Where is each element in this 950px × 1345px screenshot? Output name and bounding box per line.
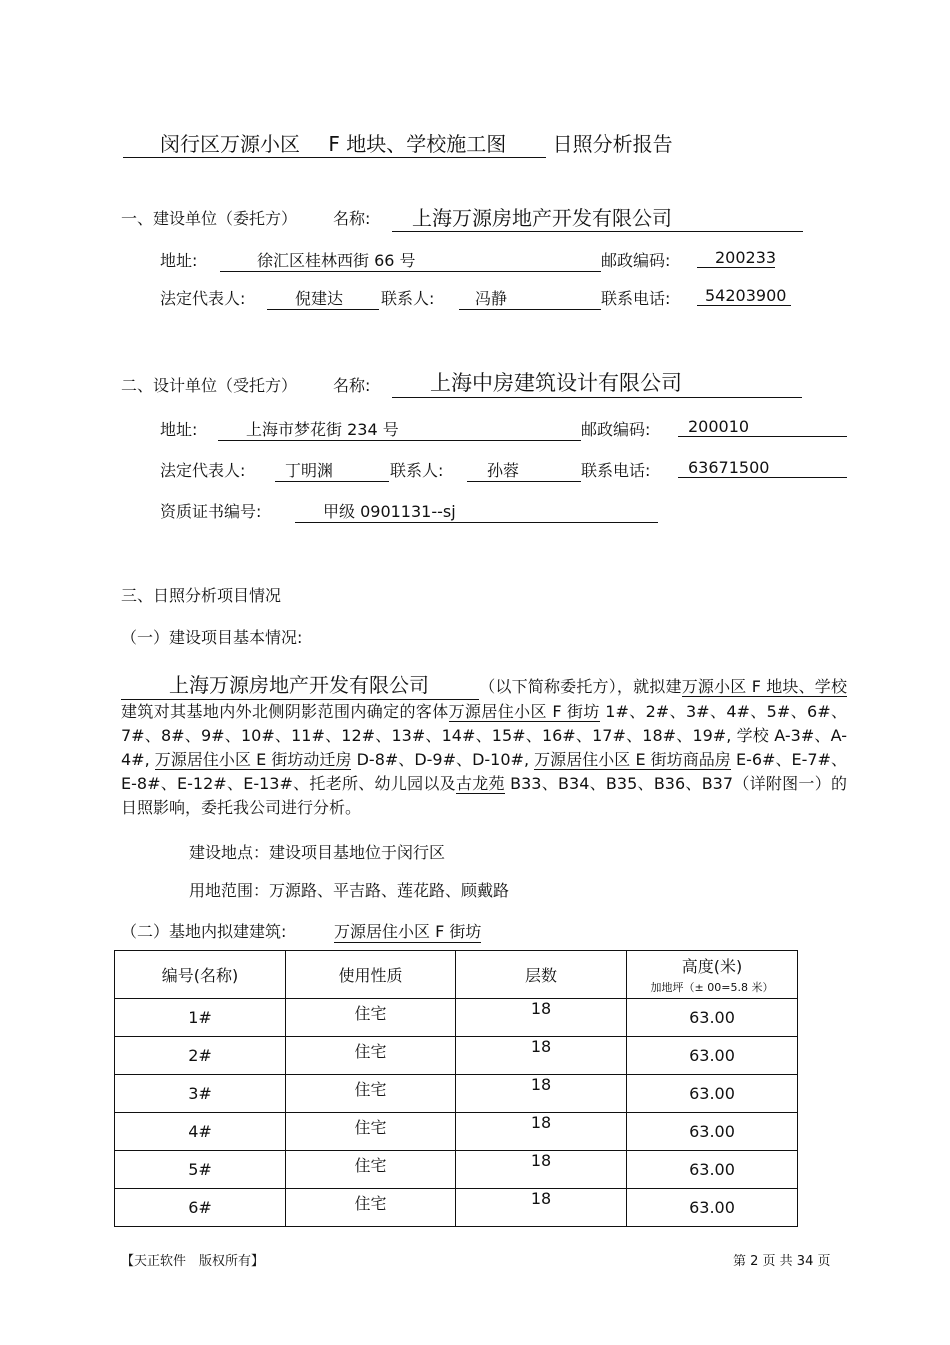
section2-heading: 二、设计单位（受托方）: [121, 376, 298, 395]
section3-sub2-value: 万源居住小区 F 街坊: [334, 919, 481, 943]
cell-type: 住宅: [354, 1194, 387, 1213]
project-text-3: 1#、2#、3#、4#、5#、6#、7#、8#、9#、10#、11#、12#、13#、14#、15#、16#、17#、18#、19#, 学校 A-3#、A-4#,: [121, 702, 847, 769]
designer-legal-rep-value: 丁明渊: [275, 458, 389, 482]
cell-type: 住宅: [354, 1118, 387, 1137]
section3-sub1: （一）建设项目基本情况:: [121, 628, 303, 647]
cell-id: 4#: [188, 1122, 212, 1141]
footer-page-number: 第 2 页 共 34 页: [733, 1254, 831, 1269]
cell-floors: 18: [530, 1113, 552, 1132]
header-height-label: 高度(米): [681, 957, 743, 976]
footer-copyright: 【天正软件 版权所有】: [121, 1254, 265, 1269]
project-location: 建设地点：建设项目基地位于闵行区: [189, 843, 446, 862]
project-text-4: D-8#、D-9#、D-10#,: [351, 750, 535, 769]
project-underline-2: 万源居住小区 F 街坊: [448, 702, 600, 721]
project-underline-1: 万源小区 F 地块、学校: [681, 677, 847, 696]
cell-id: 1#: [188, 1008, 212, 1027]
header-type: 使用性质: [286, 951, 456, 999]
cell-height: 63.00: [689, 1198, 735, 1217]
project-underline-3: 万源居住小区 E 街坊动迁房: [154, 750, 352, 769]
client-contact-label: 联系人:: [381, 289, 435, 308]
designer-legal-rep-label: 法定代表人:: [160, 461, 246, 480]
designer-postcode-label: 邮政编码:: [581, 420, 651, 439]
cell-floors: 18: [530, 1037, 552, 1056]
header-id: 编号(名称): [115, 951, 286, 999]
cell-id: 5#: [188, 1160, 212, 1179]
client-postcode-value: 200233: [697, 248, 775, 268]
client-phone-label: 联系电话:: [601, 289, 671, 308]
client-address-label: 地址:: [160, 251, 198, 270]
designer-cert-label: 资质证书编号:: [160, 502, 262, 521]
designer-phone-value: 63671500: [678, 458, 847, 478]
client-name-label: 名称:: [333, 209, 371, 228]
cell-floors: 18: [530, 1189, 552, 1208]
section3-heading: 三、日照分析项目情况: [121, 586, 282, 605]
title-part2: F 地块、学校施工图: [328, 132, 507, 156]
cell-floors: 18: [530, 999, 552, 1018]
cell-floors: 18: [530, 1075, 552, 1094]
designer-name-label: 名称:: [333, 376, 371, 395]
section1-heading: 一、建设单位（委托方）: [121, 209, 298, 228]
section3-sub2-label: （二）基地内拟建建筑:: [121, 922, 287, 941]
cell-height: 63.00: [689, 1046, 735, 1065]
title-part3: 日照分析报告: [552, 132, 673, 156]
client-postcode-label: 邮政编码:: [601, 251, 671, 270]
client-legal-rep-value: 倪建达: [267, 286, 379, 310]
project-underline-5: 古龙苑: [455, 774, 505, 793]
table-row: [115, 1113, 798, 1151]
cell-id: 3#: [188, 1084, 212, 1103]
designer-contact-value: 孙蓉: [467, 458, 581, 482]
project-text-5: E-6#、E-7#、E-8#、E-12#、E-13#、托老所、幼儿园以及: [121, 750, 847, 793]
table-row: [115, 999, 798, 1037]
table-row: [115, 1151, 798, 1189]
designer-cert-value: 甲级 0901131--sj: [295, 499, 658, 523]
client-contact-value: 冯静: [459, 286, 601, 310]
cell-type: 住宅: [354, 1004, 387, 1023]
designer-address-label: 地址:: [160, 420, 198, 439]
project-text-2: 建筑对其基地内外北侧阴影范围内确定的客体: [121, 702, 449, 721]
cell-type: 住宅: [354, 1042, 387, 1061]
cell-id: 6#: [188, 1198, 212, 1217]
designer-address-value: 上海市梦花街 234 号: [218, 417, 581, 441]
client-phone-value: 54203900: [697, 286, 791, 306]
designer-name-value: 上海中房建筑设计有限公司: [392, 367, 802, 398]
title-part1: 闵行区万源小区: [160, 132, 300, 156]
project-description: [121, 671, 847, 820]
header-height-note: 加地坪（± 00=5.8 米）: [650, 981, 774, 994]
cell-type: 住宅: [354, 1080, 387, 1099]
report-title: [123, 128, 673, 158]
designer-phone-label: 联系电话:: [581, 461, 651, 480]
cell-height: 63.00: [689, 1160, 735, 1179]
table-header-row: [115, 951, 798, 999]
client-name-value: 上海万源房地产开发有限公司: [392, 202, 803, 232]
table-row: [115, 1037, 798, 1075]
client-address-value: 徐汇区桂林西街 66 号: [220, 248, 601, 272]
header-height: [627, 951, 798, 999]
table-row: [115, 1189, 798, 1227]
cell-id: 2#: [188, 1046, 212, 1065]
cell-height: 63.00: [689, 1122, 735, 1141]
project-underline-4: 万源居住小区 E 街坊商品房: [534, 750, 731, 769]
designer-contact-label: 联系人:: [390, 461, 444, 480]
cell-height: 63.00: [689, 1008, 735, 1027]
table-row: [115, 1075, 798, 1113]
client-legal-rep-label: 法定代表人:: [160, 289, 246, 308]
cell-floors: 18: [530, 1151, 552, 1170]
project-text-6: B33、B34、B35、B36、B37（详附图一）的日照影响，委托我公司进行分析。: [121, 774, 847, 817]
project-land-range: 用地范围：万源路、平吉路、莲花路、顾戴路: [189, 881, 510, 900]
cell-type: 住宅: [354, 1156, 387, 1175]
project-company: 上海万源房地产开发有限公司: [121, 671, 479, 700]
header-floors: 层数: [456, 951, 627, 999]
designer-postcode-value: 200010: [678, 417, 847, 437]
building-table: [114, 950, 798, 1227]
project-text-1: （以下简称委托方），就拟建: [479, 677, 682, 696]
cell-height: 63.00: [689, 1084, 735, 1103]
